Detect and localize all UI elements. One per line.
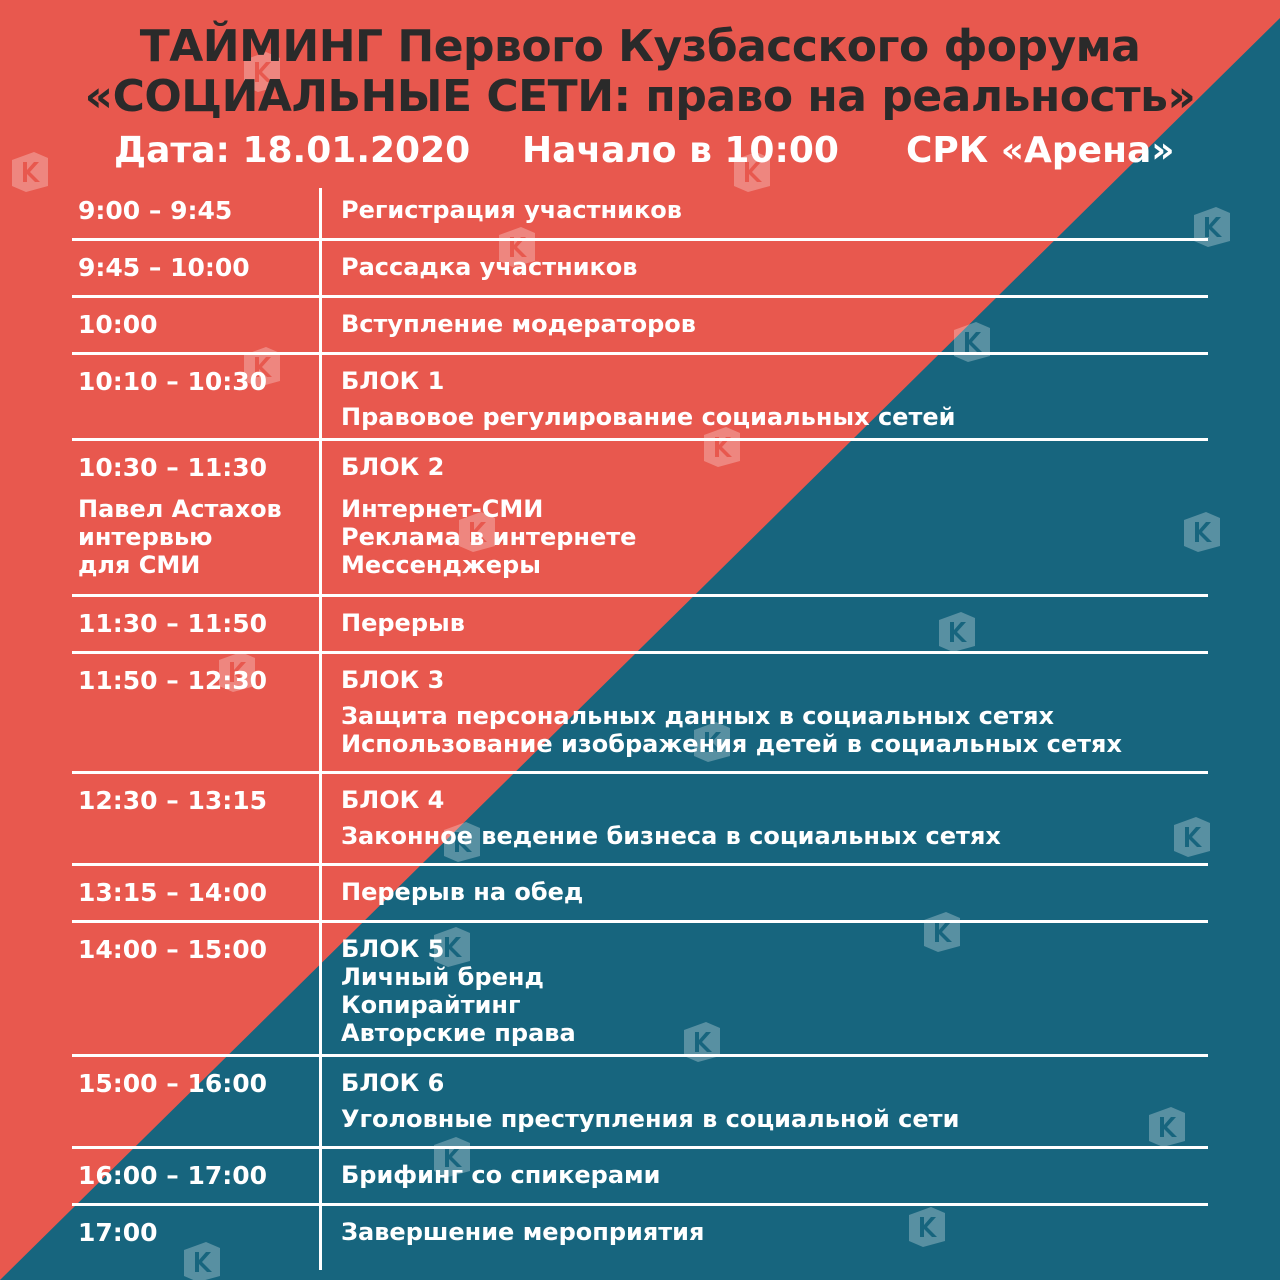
row-time: 15:00 – 16:00 (78, 1069, 268, 1098)
event-date: Дата: 18.01.2020 (114, 130, 471, 171)
block-title: БЛОК 5 (341, 935, 445, 963)
schedule-row (72, 774, 1208, 866)
schedule-row (72, 241, 1208, 298)
block-topic: Интернет-СМИ (341, 495, 544, 523)
row-time: 11:30 – 11:50 (78, 609, 268, 638)
block-topic: Копирайтинг (341, 991, 521, 1019)
row-time: 11:50 – 12:30 (78, 666, 268, 695)
schedule-row (72, 355, 1208, 441)
block-topics (341, 495, 1201, 579)
schedule-row (72, 441, 1208, 597)
header (0, 22, 1280, 122)
schedule-row (72, 298, 1208, 355)
block-topics (341, 822, 1201, 850)
schedule-row (72, 923, 1208, 1057)
row-time: 14:00 – 15:00 (78, 935, 268, 964)
row-event: Брифинг со спикерами (341, 1161, 661, 1189)
block-topics (341, 963, 1201, 1047)
block-topics (341, 403, 1201, 431)
event-start-time: Начало в 10:00 (522, 130, 839, 171)
block-topic: Личный бренд (341, 963, 544, 991)
block-topic: Мессенджеры (341, 551, 541, 579)
event-info-row (0, 128, 1280, 174)
row-event: Перерыв (341, 609, 465, 637)
block-topic: Уголовные преступления в социальной сети (341, 1105, 960, 1133)
block-topics (341, 702, 1201, 758)
block-topic: Авторские права (341, 1019, 576, 1047)
block-topic: Защита персональных данных в социальных сетях (341, 702, 1054, 730)
row-time: 10:30 – 11:30 (78, 453, 268, 482)
page-title-line-2: «СОЦИАЛЬНЫЕ СЕТИ: право на реальность» (84, 71, 1196, 122)
row-time: 12:30 – 13:15 (78, 786, 268, 815)
row-time: 17:00 (78, 1218, 158, 1247)
schedule-row (72, 654, 1208, 774)
block-title: БЛОК 4 (341, 786, 445, 814)
schedule-row (72, 1149, 1208, 1206)
row-time: 13:15 – 14:00 (78, 878, 268, 907)
row-event: Рассадка участников (341, 253, 638, 281)
schedule-row (72, 184, 1208, 241)
row-event: Вступление модераторов (341, 310, 696, 338)
row-time: 10:10 – 10:30 (78, 367, 268, 396)
event-venue: СРК «Арена» (906, 130, 1175, 171)
row-time: 9:45 – 10:00 (78, 253, 250, 282)
schedule-row (72, 597, 1208, 654)
page-title-line-1: ТАЙМИНГ Первого Кузбасского форума (139, 21, 1141, 72)
block-title: БЛОК 3 (341, 666, 445, 694)
block-title: БЛОК 1 (341, 367, 445, 395)
row-event: Завершение мероприятия (341, 1218, 705, 1246)
block-topics (341, 1105, 1201, 1133)
schedule-row (72, 866, 1208, 923)
block-topic: Реклама в интернете (341, 523, 637, 551)
block-title: БЛОК 2 (341, 453, 445, 481)
block-topic: Законное ведение бизнеса в социальных сетях (341, 822, 1001, 850)
block-topic: Использование изображения детей в социальных сетях (341, 730, 1122, 758)
row-time: 16:00 – 17:00 (78, 1161, 268, 1190)
schedule-row (72, 1057, 1208, 1149)
row-event: Перерыв на обед (341, 878, 584, 906)
schedule-table (72, 184, 1208, 1263)
block-topic: Правовое регулирование социальных сетей (341, 403, 956, 431)
row-event: Регистрация участников (341, 196, 682, 224)
schedule-row (72, 1206, 1208, 1263)
row-time: 10:00 (78, 310, 158, 339)
row-time-note: Павел Астахов интервью для СМИ (78, 495, 282, 579)
row-time: 9:00 – 9:45 (78, 196, 233, 225)
block-title: БЛОК 6 (341, 1069, 445, 1097)
